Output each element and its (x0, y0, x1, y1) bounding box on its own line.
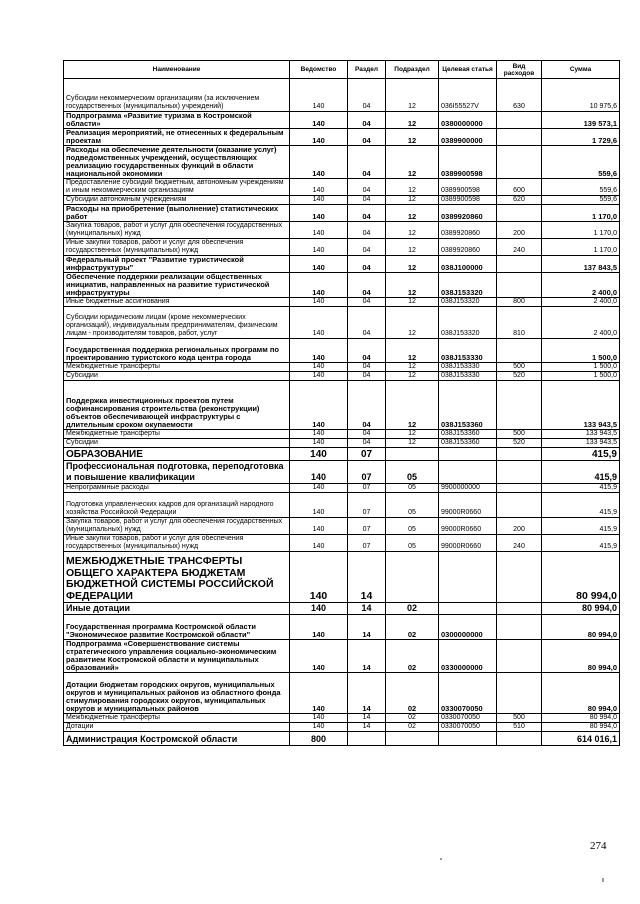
cell-razdel: 14 (348, 552, 386, 603)
cell-sum: 80 994,0 (542, 714, 620, 723)
cell-razdel (348, 732, 386, 746)
cell-target-article (439, 732, 497, 746)
cell-name: Государственная поддержка региональных программ по проектированию туристского кода центра города (64, 339, 290, 363)
table-row (64, 603, 620, 615)
cell-razdel: 14 (348, 615, 386, 640)
cell-sum: 139 573,1 (542, 112, 620, 129)
table-row (64, 732, 620, 746)
cell-sum: 1 500,0 (542, 372, 620, 381)
cell-expense-type (497, 381, 542, 430)
cell-ved: 140 (290, 239, 348, 256)
cell-sum: 133 943,5 (542, 430, 620, 439)
cell-expense-type (497, 615, 542, 640)
table-row (64, 307, 620, 339)
cell-sum: 415,9 (542, 461, 620, 484)
cell-target-article: 038J153360 (439, 381, 497, 430)
cell-target-article (439, 448, 497, 461)
cell-podrazdel: 05 (386, 518, 439, 535)
cell-razdel: 14 (348, 714, 386, 723)
table-body (64, 79, 620, 746)
cell-target-article: 036I55527V (439, 79, 497, 112)
table-row (64, 112, 620, 129)
cell-razdel: 14 (348, 673, 386, 714)
cell-sum: 80 994,0 (542, 603, 620, 615)
cell-name: Межбюджетные трансферты (64, 714, 290, 723)
cell-sum: 415,9 (542, 493, 620, 518)
cell-expense-type (497, 256, 542, 273)
cell-podrazdel: 12 (386, 307, 439, 339)
cell-sum: 1 170,0 (542, 222, 620, 239)
cell-target-article (439, 461, 497, 484)
cell-name: Иные закупки товаров, работ и услуг для обеспечения государственных (муниципальных) нужд (64, 535, 290, 552)
cell-podrazdel: 12 (386, 381, 439, 430)
cell-target-article: 038J153330 (439, 372, 497, 381)
cell-razdel: 14 (348, 640, 386, 673)
header-sum: Сумма (542, 61, 620, 79)
cell-podrazdel: 12 (386, 179, 439, 196)
cell-ved: 140 (290, 552, 348, 603)
cell-ved: 140 (290, 256, 348, 273)
cell-name: Федеральный проект "Развитие туристической инфраструктуры" (64, 256, 290, 273)
cell-sum: 559,6 (542, 146, 620, 179)
cell-podrazdel (386, 552, 439, 603)
cell-name: Субсидии (64, 439, 290, 448)
cell-razdel: 04 (348, 222, 386, 239)
cell-expense-type: 240 (497, 535, 542, 552)
cell-sum: 415,9 (542, 518, 620, 535)
cell-expense-type (497, 146, 542, 179)
cell-target-article: 0389900598 (439, 196, 497, 205)
cell-target-article: 038J153320 (439, 273, 497, 298)
cell-sum: 80 994,0 (542, 640, 620, 673)
table-row (64, 484, 620, 493)
cell-target-article: 0330070050 (439, 673, 497, 714)
cell-podrazdel: 12 (386, 439, 439, 448)
table-row (64, 535, 620, 552)
cell-razdel: 04 (348, 339, 386, 363)
cell-sum: 2 400,0 (542, 307, 620, 339)
cell-ved: 140 (290, 430, 348, 439)
scan-mark (602, 878, 604, 882)
cell-target-article: 99000R0660 (439, 493, 497, 518)
cell-razdel: 07 (348, 461, 386, 484)
cell-name: Субсидии юридическим лицам (кроме некоммерческих организаций), индивидуальным предпринимателям, физическим лицам - производителям товаров, работ, услуг (64, 307, 290, 339)
header-expense-type: Вид расходов (497, 61, 542, 79)
table-row (64, 256, 620, 273)
cell-name: Субсидии автономным учреждениям (64, 196, 290, 205)
cell-expense-type (497, 448, 542, 461)
cell-podrazdel: 02 (386, 603, 439, 615)
cell-sum: 133 943,5 (542, 381, 620, 430)
cell-expense-type (497, 461, 542, 484)
cell-target-article: 0330000000 (439, 640, 497, 673)
cell-podrazdel (386, 732, 439, 746)
cell-podrazdel: 02 (386, 723, 439, 732)
table-row (64, 129, 620, 146)
cell-ved: 140 (290, 640, 348, 673)
cell-razdel: 04 (348, 430, 386, 439)
cell-expense-type (497, 205, 542, 222)
cell-ved: 140 (290, 205, 348, 222)
cell-podrazdel: 12 (386, 372, 439, 381)
table-row (64, 363, 620, 372)
budget-table (63, 60, 620, 746)
cell-podrazdel: 12 (386, 129, 439, 146)
cell-ved: 140 (290, 298, 348, 307)
table-row (64, 640, 620, 673)
header-ved: Ведомство (290, 61, 348, 79)
cell-ved: 140 (290, 129, 348, 146)
cell-expense-type: 200 (497, 518, 542, 535)
cell-name: Межбюджетные трансферты (64, 363, 290, 372)
table-row (64, 179, 620, 196)
cell-sum: 415,9 (542, 484, 620, 493)
cell-target-article (439, 603, 497, 615)
cell-ved: 140 (290, 307, 348, 339)
cell-name: Профессиональная подготовка, переподготовка и повышение квалификации (64, 461, 290, 484)
cell-podrazdel: 02 (386, 640, 439, 673)
cell-razdel: 07 (348, 518, 386, 535)
table-row (64, 552, 620, 603)
cell-expense-type: 500 (497, 714, 542, 723)
cell-podrazdel: 12 (386, 430, 439, 439)
cell-podrazdel: 05 (386, 493, 439, 518)
cell-sum: 133 943,5 (542, 439, 620, 448)
cell-expense-type (497, 112, 542, 129)
cell-ved: 140 (290, 723, 348, 732)
cell-razdel: 07 (348, 484, 386, 493)
cell-razdel: 04 (348, 205, 386, 222)
cell-expense-type (497, 339, 542, 363)
cell-podrazdel: 02 (386, 714, 439, 723)
cell-ved: 140 (290, 222, 348, 239)
cell-ved: 140 (290, 535, 348, 552)
cell-podrazdel: 12 (386, 339, 439, 363)
table-row (64, 430, 620, 439)
cell-razdel: 04 (348, 273, 386, 298)
cell-target-article: 9900000000 (439, 484, 497, 493)
cell-ved: 140 (290, 493, 348, 518)
cell-ved: 140 (290, 363, 348, 372)
cell-name: Закупка товаров, работ и услуг для обеспечения государственных (муниципальных) нужд (64, 518, 290, 535)
cell-sum: 1 729,6 (542, 129, 620, 146)
cell-razdel: 04 (348, 363, 386, 372)
page-number: 274 (590, 840, 607, 852)
cell-target-article: 038J153360 (439, 430, 497, 439)
cell-expense-type: 520 (497, 439, 542, 448)
cell-sum: 80 994,0 (542, 615, 620, 640)
cell-name: Обеспечение поддержки реализации общественных инициатив, направленных на развитие туристической инфраструктуры (64, 273, 290, 298)
cell-ved: 140 (290, 673, 348, 714)
header-razdel: Раздел (348, 61, 386, 79)
cell-target-article: 038J153330 (439, 339, 497, 363)
table-row (64, 146, 620, 179)
cell-sum: 137 843,5 (542, 256, 620, 273)
cell-sum: 80 994,0 (542, 723, 620, 732)
table-row (64, 461, 620, 484)
cell-name: Дотации бюджетам городских округов, муниципальных округов и муниципальных районов из областного фонда стимулирования городских округов, муниципальных округов и муниципальных районов (64, 673, 290, 714)
header-podrazdel: Подраздел (386, 61, 439, 79)
cell-name: Подпрограмма «Совершенствование системы стратегического управления социально-экономическим развитием Костромской области и муниципальных образований» (64, 640, 290, 673)
cell-razdel: 07 (348, 493, 386, 518)
cell-expense-type: 200 (497, 222, 542, 239)
cell-target-article: 0389900598 (439, 179, 497, 196)
cell-ved: 140 (290, 339, 348, 363)
header-target-article: Целевая статья (439, 61, 497, 79)
cell-name: Субсидии (64, 372, 290, 381)
cell-razdel: 04 (348, 196, 386, 205)
table-row (64, 493, 620, 518)
cell-name: Межбюджетные трансферты (64, 430, 290, 439)
cell-razdel: 04 (348, 381, 386, 430)
cell-expense-type (497, 640, 542, 673)
cell-target-article: 038J153320 (439, 298, 497, 307)
cell-target-article: 038J100000 (439, 256, 497, 273)
cell-razdel: 04 (348, 256, 386, 273)
cell-ved: 140 (290, 603, 348, 615)
cell-razdel: 04 (348, 307, 386, 339)
cell-name: Предоставление субсидий бюджетным, автономным учреждениям и иным некоммерческим организациям (64, 179, 290, 196)
cell-expense-type (497, 552, 542, 603)
cell-name: Подпрограмма «Развитие туризма в Костромской области» (64, 112, 290, 129)
cell-name: Поддержка инвестиционных проектов путем софинансирования строительства (реконструкции) объектов обеспечивающей инфраструктуры с длительным сроком окупаемости (64, 381, 290, 430)
cell-sum: 2 400,0 (542, 298, 620, 307)
cell-name: Государственная программа Костромской области "Экономическое развитие Костромской области" (64, 615, 290, 640)
cell-target-article: 0300000000 (439, 615, 497, 640)
cell-razdel: 14 (348, 723, 386, 732)
cell-ved: 140 (290, 381, 348, 430)
cell-ved: 140 (290, 439, 348, 448)
cell-podrazdel: 12 (386, 256, 439, 273)
cell-razdel: 04 (348, 79, 386, 112)
cell-name: Иные закупки товаров, работ и услуг для обеспечения государственных (муниципальных) нужд (64, 239, 290, 256)
cell-ved: 140 (290, 273, 348, 298)
cell-sum: 1 170,0 (542, 239, 620, 256)
table-row (64, 239, 620, 256)
cell-name: Расходы на приобретение (выполнение) статистических работ (64, 205, 290, 222)
cell-expense-type: 500 (497, 363, 542, 372)
cell-ved: 140 (290, 179, 348, 196)
cell-expense-type: 800 (497, 298, 542, 307)
table-row (64, 673, 620, 714)
cell-sum: 614 016,1 (542, 732, 620, 746)
cell-target-article: 038J153360 (439, 439, 497, 448)
cell-razdel: 04 (348, 239, 386, 256)
cell-podrazdel: 02 (386, 673, 439, 714)
cell-podrazdel: 12 (386, 222, 439, 239)
table-row (64, 615, 620, 640)
cell-podrazdel: 12 (386, 146, 439, 179)
table-row (64, 714, 620, 723)
cell-target-article: 0389920860 (439, 239, 497, 256)
cell-ved: 140 (290, 372, 348, 381)
cell-name: МЕЖБЮДЖЕТНЫЕ ТРАНСФЕРТЫ ОБЩЕГО ХАРАКТЕРА БЮДЖЕТАМ БЮДЖЕТНОЙ СИСТЕМЫ РОССИЙСКОЙ ФЕДЕРАЦИИ (64, 552, 290, 603)
cell-podrazdel: 12 (386, 79, 439, 112)
table-row (64, 439, 620, 448)
cell-expense-type (497, 603, 542, 615)
table-row (64, 79, 620, 112)
cell-expense-type: 240 (497, 239, 542, 256)
cell-name: Подготовка управленческих кадров для организаций народного хозяйства Российской Федерации (64, 493, 290, 518)
cell-sum: 559,6 (542, 196, 620, 205)
cell-target-article: 0330070050 (439, 714, 497, 723)
cell-podrazdel: 12 (386, 112, 439, 129)
cell-razdel: 04 (348, 298, 386, 307)
cell-podrazdel: 12 (386, 298, 439, 307)
table-row (64, 381, 620, 430)
cell-target-article: 0389920860 (439, 205, 497, 222)
cell-podrazdel: 12 (386, 273, 439, 298)
cell-sum: 2 400,0 (542, 273, 620, 298)
cell-podrazdel: 02 (386, 615, 439, 640)
cell-expense-type (497, 273, 542, 298)
cell-name: Субсидии некоммерческим организациям (за исключением государственных (муниципальных) учреждений) (64, 79, 290, 112)
cell-expense-type (497, 484, 542, 493)
cell-sum: 559,6 (542, 179, 620, 196)
cell-razdel: 04 (348, 146, 386, 179)
table-row (64, 273, 620, 298)
cell-target-article: 99000R0660 (439, 535, 497, 552)
cell-name: Иные дотации (64, 603, 290, 615)
cell-target-article: 0380000000 (439, 112, 497, 129)
table-row (64, 298, 620, 307)
cell-name: Реализация мероприятий, не отнесенных к федеральным проектам (64, 129, 290, 146)
cell-razdel: 04 (348, 112, 386, 129)
cell-ved: 140 (290, 615, 348, 640)
cell-expense-type (497, 493, 542, 518)
cell-sum: 80 994,0 (542, 673, 620, 714)
cell-sum: 415,9 (542, 448, 620, 461)
cell-target-article: 0330070050 (439, 723, 497, 732)
table-row (64, 518, 620, 535)
cell-ved: 140 (290, 714, 348, 723)
table-row (64, 372, 620, 381)
header-name: Наименование (64, 61, 290, 79)
cell-target-article: 0389900000 (439, 129, 497, 146)
cell-razdel: 07 (348, 448, 386, 461)
cell-expense-type: 620 (497, 196, 542, 205)
table-row (64, 723, 620, 732)
cell-ved: 140 (290, 146, 348, 179)
cell-razdel: 04 (348, 129, 386, 146)
cell-podrazdel: 12 (386, 363, 439, 372)
cell-razdel: 04 (348, 179, 386, 196)
table-row (64, 205, 620, 222)
cell-razdel: 04 (348, 372, 386, 381)
cell-target-article (439, 552, 497, 603)
cell-podrazdel: 12 (386, 239, 439, 256)
cell-expense-type: 600 (497, 179, 542, 196)
cell-sum: 80 994,0 (542, 552, 620, 603)
table-row (64, 339, 620, 363)
cell-expense-type: 810 (497, 307, 542, 339)
cell-target-article: 0389920860 (439, 222, 497, 239)
cell-name: Расходы на обеспечение деятельности (оказание услуг) подведомственных учреждений, осуществляющих реализацию государственных функций в области национальной экономики (64, 146, 290, 179)
cell-podrazdel: 12 (386, 205, 439, 222)
cell-expense-type (497, 673, 542, 714)
cell-sum: 1 170,0 (542, 205, 620, 222)
cell-sum: 10 975,6 (542, 79, 620, 112)
table-row (64, 448, 620, 461)
cell-ved: 140 (290, 196, 348, 205)
cell-podrazdel (386, 448, 439, 461)
cell-name: Дотации (64, 723, 290, 732)
cell-name: Иные бюджетные ассигнования (64, 298, 290, 307)
cell-expense-type (497, 129, 542, 146)
cell-name: Непрограммные расходы (64, 484, 290, 493)
table-row (64, 222, 620, 239)
cell-podrazdel: 12 (386, 196, 439, 205)
cell-ved: 140 (290, 79, 348, 112)
cell-name: Закупка товаров, работ и услуг для обеспечения государственных (муниципальных) нужд (64, 222, 290, 239)
cell-razdel: 07 (348, 535, 386, 552)
table-header-row (64, 61, 620, 79)
cell-razdel: 14 (348, 603, 386, 615)
cell-ved: 140 (290, 448, 348, 461)
cell-target-article: 0389900598 (439, 146, 497, 179)
cell-podrazdel: 05 (386, 484, 439, 493)
cell-ved: 140 (290, 518, 348, 535)
cell-sum: 1 500,0 (542, 363, 620, 372)
scan-mark (440, 858, 442, 860)
cell-razdel: 04 (348, 439, 386, 448)
cell-sum: 415,9 (542, 535, 620, 552)
cell-podrazdel: 05 (386, 461, 439, 484)
cell-target-article: 99000R0660 (439, 518, 497, 535)
cell-name: Администрация Костромской области (64, 732, 290, 746)
cell-expense-type: 500 (497, 430, 542, 439)
cell-ved: 140 (290, 461, 348, 484)
cell-podrazdel: 05 (386, 535, 439, 552)
cell-expense-type: 630 (497, 79, 542, 112)
cell-expense-type: 510 (497, 723, 542, 732)
cell-sum: 1 500,0 (542, 339, 620, 363)
cell-expense-type: 520 (497, 372, 542, 381)
cell-name: ОБРАЗОВАНИЕ (64, 448, 290, 461)
cell-ved: 800 (290, 732, 348, 746)
cell-target-article: 038J153330 (439, 363, 497, 372)
cell-ved: 140 (290, 484, 348, 493)
cell-expense-type (497, 732, 542, 746)
cell-ved: 140 (290, 112, 348, 129)
cell-target-article: 038J153320 (439, 307, 497, 339)
